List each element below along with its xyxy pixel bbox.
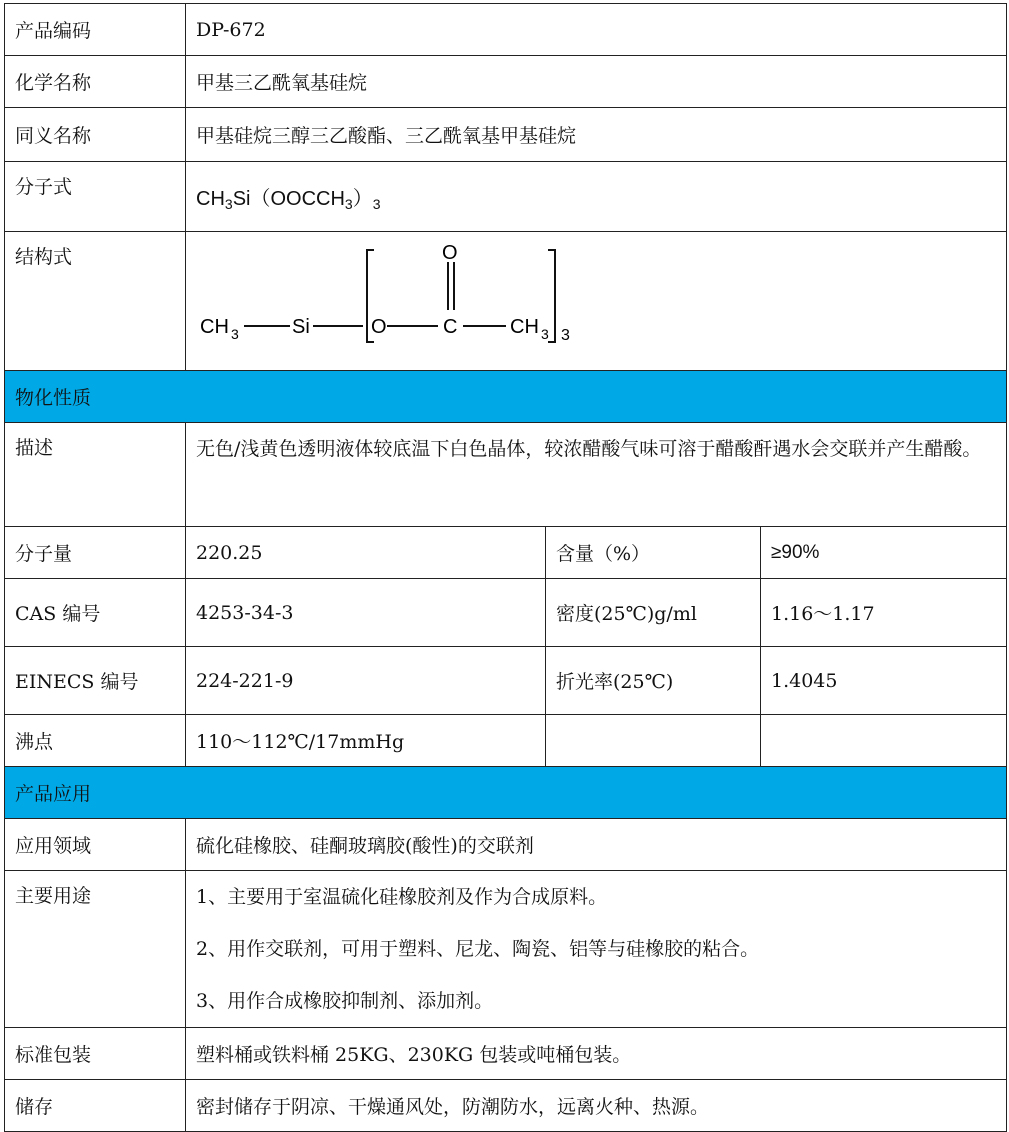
empty-cell bbox=[761, 715, 1007, 767]
mw-label: 分子量 bbox=[5, 527, 186, 579]
ch3-left-atom: CH bbox=[200, 316, 229, 338]
chemical-name-value: 甲基三乙酰氧基硅烷 bbox=[186, 56, 1007, 108]
row-chemical-name bbox=[5, 56, 1007, 108]
structure-label: 结构式 bbox=[5, 232, 186, 371]
repeat-count: 3 bbox=[561, 327, 570, 344]
product-code-value: DP-672 bbox=[186, 4, 1007, 56]
density-label: 密度(25℃)g/ml bbox=[546, 579, 761, 647]
einecs-label: EINECS 编号 bbox=[5, 647, 186, 715]
o-single-atom: O bbox=[371, 316, 387, 338]
si-atom: Si bbox=[292, 316, 310, 338]
mw-value: 220.25 bbox=[186, 527, 546, 579]
structure-cell bbox=[186, 232, 1007, 371]
field-label: 应用领域 bbox=[5, 819, 186, 871]
structural-formula-diagram bbox=[186, 232, 1000, 365]
bp-value: 110～112℃/17mmHg bbox=[186, 715, 546, 767]
use-item: 2、用作交联剂，可用于塑料、尼龙、陶瓷、铝等与硅橡胶的粘合。 bbox=[196, 938, 760, 960]
o-double-atom: O bbox=[442, 242, 458, 264]
cas-value: 4253-34-3 bbox=[186, 579, 546, 647]
row-description bbox=[5, 423, 1007, 527]
synonyms-label: 同义名称 bbox=[5, 108, 186, 162]
ch3-right-atom: CH bbox=[510, 316, 539, 338]
packaging-label: 标准包装 bbox=[5, 1028, 186, 1080]
refractive-value: 1.4045 bbox=[761, 647, 1007, 715]
content-label: 含量（%） bbox=[546, 527, 761, 579]
product-spec-table bbox=[4, 3, 1007, 1132]
section-title-physical: 物化性质 bbox=[5, 371, 1007, 423]
row-application-field bbox=[5, 819, 1007, 871]
row-mw-content bbox=[5, 527, 1007, 579]
storage-label: 储存 bbox=[5, 1080, 186, 1132]
synonyms-value: 甲基硅烷三醇三乙酸酯、三乙酰氧基甲基硅烷 bbox=[186, 108, 1007, 162]
formula-label: 分子式 bbox=[5, 162, 186, 232]
row-structure bbox=[5, 232, 1007, 371]
row-formula bbox=[5, 162, 1007, 232]
uses-list bbox=[186, 871, 1007, 1028]
use-item: 3、用作合成橡胶抑制剂、添加剂。 bbox=[196, 990, 494, 1012]
row-packaging bbox=[5, 1028, 1007, 1080]
right-bracket bbox=[548, 250, 555, 342]
section-application bbox=[5, 767, 1007, 819]
uses-label: 主要用途 bbox=[5, 871, 186, 1028]
field-value: 硫化硅橡胶、硅酮玻璃胶(酸性)的交联剂 bbox=[186, 819, 1007, 871]
row-boiling-point bbox=[5, 715, 1007, 767]
empty-cell bbox=[546, 715, 761, 767]
c-atom: C bbox=[443, 316, 458, 338]
row-product-code bbox=[5, 4, 1007, 56]
row-synonyms bbox=[5, 108, 1007, 162]
section-title-application: 产品应用 bbox=[5, 767, 1007, 819]
bp-label: 沸点 bbox=[5, 715, 186, 767]
row-einecs-refractive bbox=[5, 647, 1007, 715]
use-item: 1、主要用于室温硫化硅橡胶剂及作为合成原料。 bbox=[196, 886, 608, 908]
ch3-right-subscript: 3 bbox=[541, 326, 549, 342]
chemical-name-label: 化学名称 bbox=[5, 56, 186, 108]
content-value: ≥90% bbox=[761, 527, 1007, 579]
storage-value: 密封储存于阴凉、干燥通风处，防潮防水，远离火种、热源。 bbox=[186, 1080, 1007, 1132]
row-storage bbox=[5, 1080, 1007, 1132]
description-value: 无色/浅黄色透明液体较底温下白色晶体，较浓醋酸气味可溶于醋酸酐遇水会交联并产生醋酸。 bbox=[186, 423, 1007, 527]
density-value: 1.16～1.17 bbox=[761, 579, 1007, 647]
section-physical-properties bbox=[5, 371, 1007, 423]
row-main-uses bbox=[5, 871, 1007, 1028]
einecs-value: 224-221-9 bbox=[186, 647, 546, 715]
row-cas-density bbox=[5, 579, 1007, 647]
ch3-left-subscript: 3 bbox=[231, 326, 239, 342]
cas-label: CAS 编号 bbox=[5, 579, 186, 647]
product-code-label: 产品编码 bbox=[5, 4, 186, 56]
packaging-value: 塑料桶或铁料桶 25KG、230KG 包装或吨桶包装。 bbox=[186, 1028, 1007, 1080]
molecular-formula: $CH_3Si(OOCCH_3)_3$ bbox=[186, 162, 1007, 232]
description-label: 描述 bbox=[5, 423, 186, 527]
refractive-label: 折光率(25℃) bbox=[546, 647, 761, 715]
